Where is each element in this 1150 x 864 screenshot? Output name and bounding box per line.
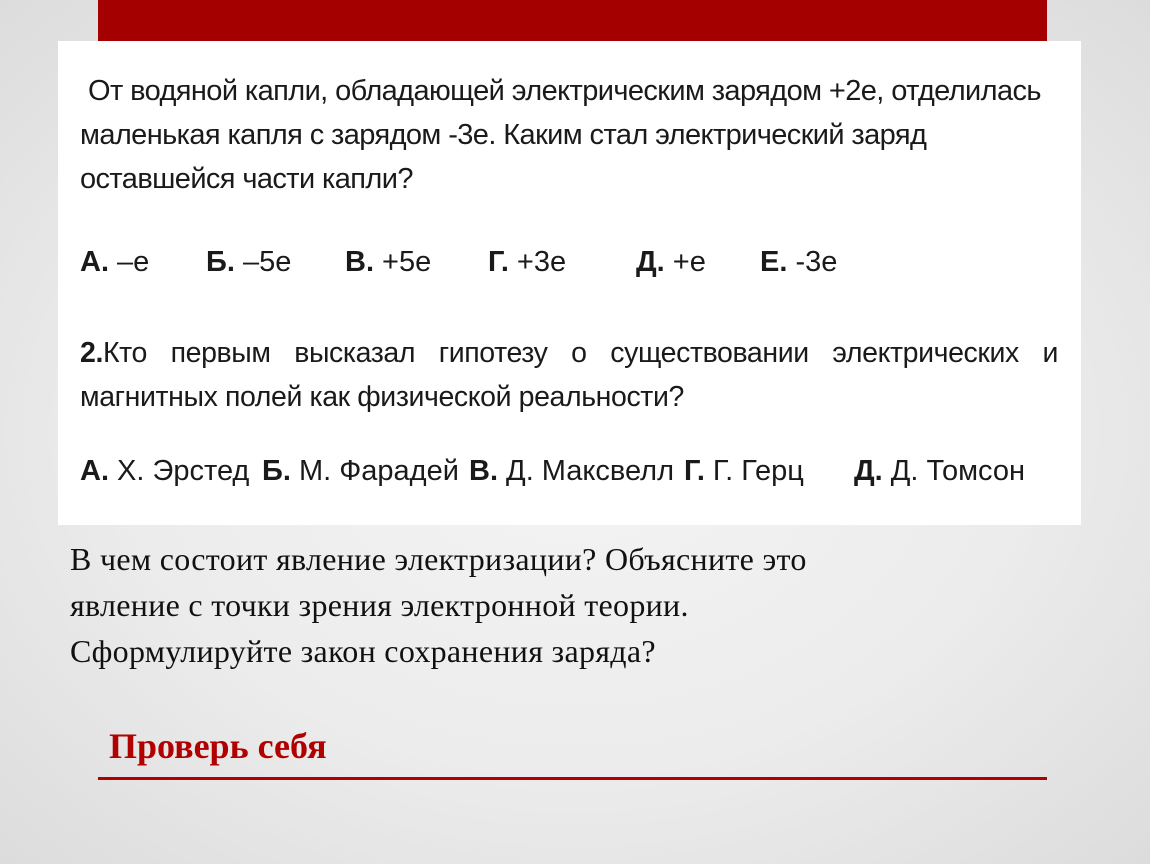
answer-option: В. +5е <box>345 246 432 278</box>
question1-line-2: маленькая капля с зарядом -3е. Каким стал электрический заряд <box>80 119 927 151</box>
title-underline <box>98 777 1047 780</box>
answer-option: Е. -3е <box>760 246 838 278</box>
answer-option: Г. +3е <box>488 246 567 278</box>
answer-option: А. –е <box>80 246 150 278</box>
answer-option: Д. Д. Томсон <box>854 455 1026 487</box>
answer-option: А. Х. Эрстед <box>80 455 250 487</box>
quiz-image-card <box>58 41 1081 525</box>
answer-option: Б. М. Фарадей <box>262 455 459 487</box>
question2-line-1: 2.Кто первым высказал гипотезу о существовании электрических и <box>80 337 1058 369</box>
main-question-line-3: Сформулируйте закон сохранения заряда? <box>70 633 656 669</box>
question2-text <box>80 331 1058 419</box>
answer-option: Б. –5е <box>206 246 292 278</box>
answer-option: В. Д. Максвелл <box>469 455 675 487</box>
main-question-line-1: В чем состоит явление электризации? Объясните это <box>70 541 807 577</box>
question2-line-2: магнитных полей как физической реальности? <box>80 381 684 413</box>
question2-number: 2. <box>80 337 103 369</box>
question1-line-1: От водяной капли, обладающей электрическим зарядом +2е, отделилась <box>88 75 1041 107</box>
answer-option: Д. +е <box>636 246 706 278</box>
top-accent-bar <box>98 0 1047 41</box>
question1-line-3: оставшейся части капли? <box>80 163 413 195</box>
slide-title: Проверь себя <box>109 726 327 766</box>
answer-option: Г. Г. Герц <box>684 455 804 487</box>
main-question-line-2: явление с точки зрения электронной теории. <box>70 587 689 623</box>
main-question <box>70 536 970 674</box>
